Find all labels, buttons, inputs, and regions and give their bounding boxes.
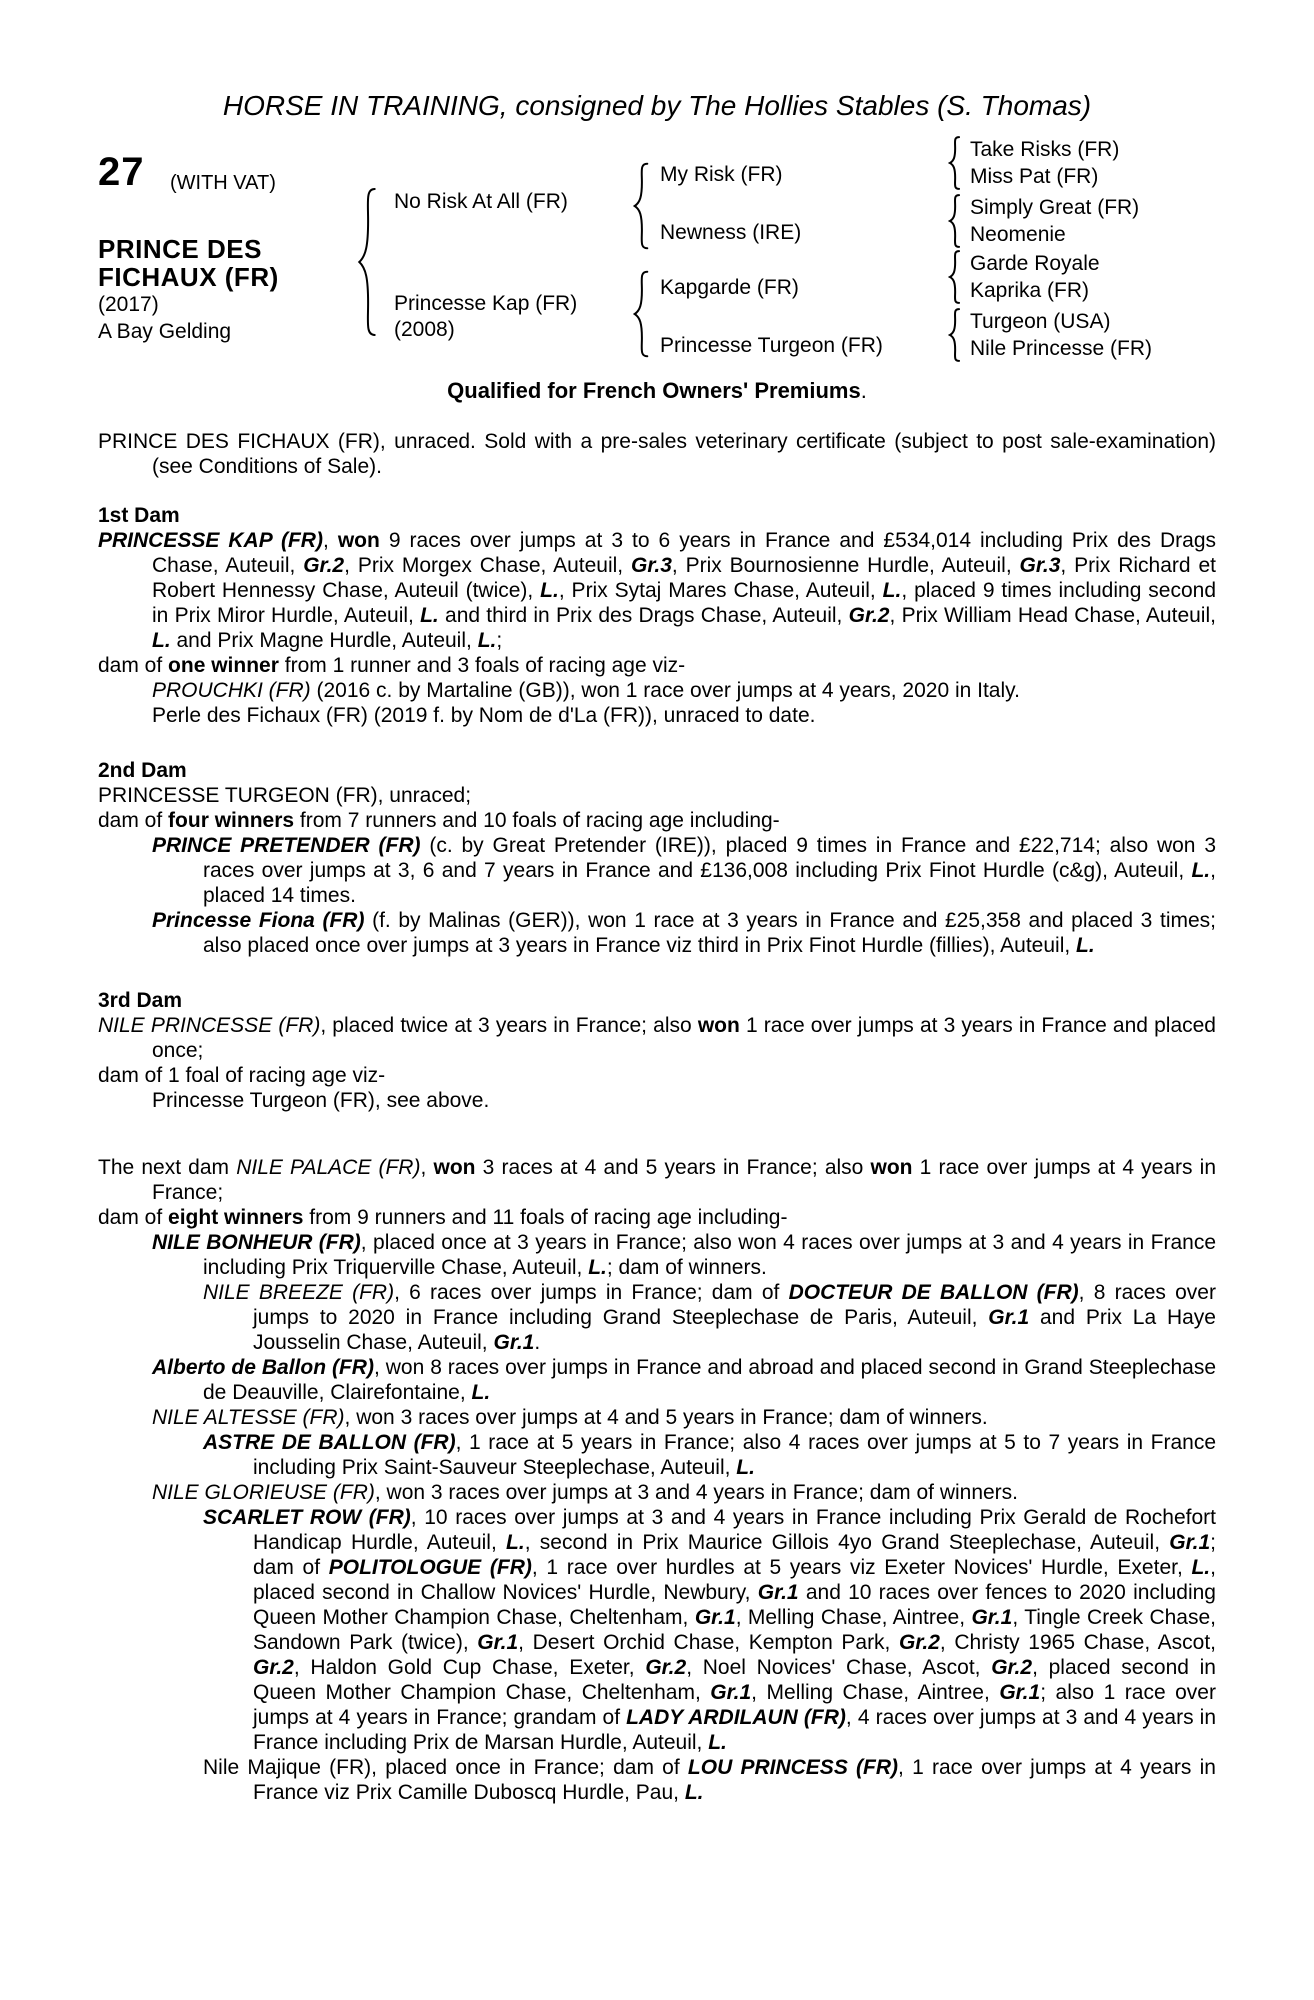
text-segment: Gr.1 <box>710 1681 752 1704</box>
ggp-name: Take Risks (FR) <box>970 138 1120 161</box>
granddam-maternal: Princesse Turgeon (FR) <box>660 334 883 357</box>
text-segment: 1st Dam <box>98 504 180 527</box>
text-segment: L. <box>684 1781 704 1804</box>
produce-princesse-turgeon <box>98 1088 1216 1113</box>
text-segment: dam of <box>98 1206 169 1229</box>
text-segment: ASTRE DE BALLON (FR) <box>203 1431 456 1454</box>
text-segment: , <box>322 529 338 552</box>
ggp-name: Neomenie <box>970 223 1066 246</box>
text-segment: from 9 runners and 11 foals of racing age including- <box>303 1206 788 1229</box>
text-segment: (f. by Malinas (GER)), won 1 race at 3 years in France and £25,358 and placed 3 times; also placed once over jumps at 3 years in France viz third in Prix Finot Hurdle (fillies), Auteuil, <box>203 909 1216 957</box>
text-segment: , placed second in Queen Mother Champion Chase, Cheltenham, <box>253 1656 1216 1704</box>
second-dam-heading <box>98 758 1216 783</box>
text-segment: Gr.1 <box>757 1581 799 1604</box>
text-segment: , 1 race over hurdles at 5 years viz Exeter Novices' Hurdle, Exeter, <box>531 1556 1192 1579</box>
text-segment: DOCTEUR DE BALLON (FR) <box>788 1281 1079 1304</box>
text-segment: , Prix Richard et Robert Hennessy Chase, Auteuil (twice), <box>152 554 1216 602</box>
text-segment: PROUCHKI (FR) <box>152 679 311 702</box>
text-segment: PRINCE DES FICHAUX (FR), unraced. Sold with a pre-sales veterinary certificate (subject to post sale-examination) (see Conditions of Sale). <box>98 430 1216 478</box>
ggp-name: Nile Princesse (FR) <box>970 337 1153 360</box>
text-segment: Perle des Fichaux (FR) (2019 f. by Nom de d'La (FR)), unraced to date. <box>152 704 816 727</box>
text-segment: Gr.1 <box>999 1681 1041 1704</box>
text-segment: , Haldon Gold Cup Chase, Exeter, <box>293 1656 646 1679</box>
text-segment: , Tingle Creek Chase, Sandown Park (twice), <box>253 1606 1216 1654</box>
first-dam-heading <box>98 503 1216 528</box>
text-segment: , second in Prix Maurice Gillois 4yo Grand Steeplechase, Auteuil, <box>524 1531 1170 1554</box>
qualification-note <box>98 378 1216 403</box>
text-segment: 2nd Dam <box>98 759 187 782</box>
text-segment: PRINCESSE TURGEON (FR), unraced; <box>98 784 472 807</box>
pedigree-ggp-brace-icon <box>948 136 961 190</box>
text-segment: 9 races over jumps at 3 to 6 years in France and £534,014 including Prix des Drags Chase, Auteuil, <box>152 529 1217 577</box>
text-segment: Princesse Turgeon (FR), see above. <box>152 1089 490 1112</box>
produce-nile-glorieuse <box>98 1480 1216 1505</box>
text-segment: ; dam of winners. <box>606 1256 767 1279</box>
grandsire-maternal: Kapgarde (FR) <box>660 276 799 299</box>
text-segment: ; <box>496 629 503 652</box>
text-segment: (c. by Great Pretender (IRE)), placed 9 times in France and £22,714; also won 3 races over jumps at 3, 6 and 7 years in France and £136,008 including Prix Finot Hurdle (c&g), Auteuil, <box>203 834 1216 882</box>
text-segment: . <box>534 1331 541 1354</box>
produce-alberto-de-ballon <box>98 1355 1216 1405</box>
text-segment: eight winners <box>168 1206 304 1229</box>
text-segment: L. <box>1191 859 1211 882</box>
first-dam-produce-intro <box>98 653 1216 678</box>
qualification-text: Qualified for French Owners' Premiums <box>447 378 861 403</box>
text-segment: , Desert Orchid Chase, Kempton Park, <box>518 1631 900 1654</box>
text-segment: dam of <box>98 654 169 677</box>
text-segment: , 1 race at 5 years in France; also 4 races over jumps at 5 to 7 years in France including Prix Saint-Sauveur Steeplechase, Auteuil, <box>253 1431 1216 1479</box>
text-segment: and Prix Magne Hurdle, Auteuil, <box>170 629 478 652</box>
text-segment: Alberto de Ballon (FR) <box>152 1356 374 1379</box>
text-segment: , 6 races over jumps in France; dam of <box>394 1281 789 1304</box>
text-segment: ; also 1 race over jumps at 4 years in France; grandam of <box>253 1681 1216 1729</box>
text-segment: 3 races at 4 and 5 years in France; also <box>475 1156 871 1179</box>
text-segment: , placed once at 3 years in France; also won 4 races over jumps at 3 and 4 years in France including Prix Triquerville Chase, Auteuil, <box>203 1231 1216 1279</box>
text-segment: , placed 14 times. <box>203 859 1216 907</box>
text-segment: Gr.2 <box>303 554 345 577</box>
text-segment: dam of 1 foal of racing age viz- <box>98 1064 386 1087</box>
text-segment: L. <box>471 1381 491 1404</box>
text-segment: L. <box>477 629 497 652</box>
text-segment: NILE GLORIEUSE (FR) <box>152 1481 375 1504</box>
text-segment: , won 3 races over jumps at 4 and 5 years in France; dam of winners. <box>344 1406 988 1429</box>
text-segment: NILE PALACE (FR) <box>236 1156 421 1179</box>
text-segment: , <box>420 1156 434 1179</box>
text-segment: , Prix Bournosienne Hurdle, Auteuil, <box>671 554 1020 577</box>
pedigree-ggp-brace-icon <box>948 250 961 304</box>
text-segment: L. <box>1191 1556 1211 1579</box>
produce-nile-bonheur <box>98 1230 1216 1280</box>
text-segment: from 1 runner and 3 foals of racing age viz- <box>278 654 686 677</box>
next-dam-record <box>98 1155 1216 1205</box>
text-segment: Nile Majique (FR), placed once in France; dam of <box>203 1756 688 1779</box>
next-dam-produce-intro <box>98 1205 1216 1230</box>
text-segment: from 7 runners and 10 foals of racing age including- <box>294 809 780 832</box>
granddam-paternal: Newness (IRE) <box>660 221 802 244</box>
produce-astre-de-ballon <box>98 1430 1216 1480</box>
text-segment: 1 race over jumps at 4 years in France; <box>152 1156 1217 1204</box>
text-segment: LOU PRINCESS (FR) <box>687 1756 899 1779</box>
produce-princesse-fiona <box>98 908 1216 958</box>
third-dam-record <box>98 1013 1216 1063</box>
text-segment: Gr.1 <box>971 1606 1013 1629</box>
text-segment: Gr.1 <box>1169 1531 1211 1554</box>
first-dam-record <box>98 528 1216 653</box>
text-segment: Gr.2 <box>848 604 890 627</box>
text-segment: , Prix William Head Chase, Auteuil, <box>889 604 1216 627</box>
text-segment: and Prix La Haye Jousselin Chase, Auteuil, <box>253 1306 1216 1354</box>
text-segment: and third in Prix des Drags Chase, Auteuil, <box>438 604 849 627</box>
lot-vat-note: (WITH VAT) <box>170 172 276 194</box>
text-segment: Gr.1 <box>694 1606 736 1629</box>
text-segment: L. <box>1076 934 1095 957</box>
page-title: HORSE IN TRAINING, consigned by The Hollies Stables (S. Thomas) <box>222 90 1092 121</box>
text-segment: , Prix Sytaj Mares Chase, Auteuil, <box>558 579 883 602</box>
second-dam-produce-intro <box>98 808 1216 833</box>
text-segment: , won 3 races over jumps at 3 and 4 years in France; dam of winners. <box>374 1481 1019 1504</box>
text-segment: Gr.1 <box>988 1306 1030 1329</box>
text-segment: and 10 races over fences to 2020 including Queen Mother Champion Chase, Cheltenham, <box>253 1581 1216 1629</box>
pedigree-text-paragraphs <box>98 429 1216 1805</box>
pedigree-ggp-brace-icon <box>948 194 961 248</box>
grandsire-paternal: My Risk (FR) <box>660 163 783 186</box>
text-segment: , won 8 races over jumps in France and abroad and placed second in Grand Steeplechase de Deauville, Clairefontaine, <box>203 1356 1216 1404</box>
text-segment: Gr.2 <box>253 1656 294 1679</box>
text-segment: NILE BREEZE (FR) <box>203 1281 395 1304</box>
text-segment: ; dam of <box>253 1531 1217 1579</box>
text-segment: L. <box>152 629 171 652</box>
horse-name-line1: PRINCE DES <box>98 234 262 264</box>
dam-name: Princesse Kap (FR) <box>394 292 578 315</box>
text-segment: POLITOLOGUE (FR) <box>328 1556 532 1579</box>
text-segment: NILE ALTESSE (FR) <box>152 1406 345 1429</box>
text-segment: dam of <box>98 809 169 832</box>
text-segment: Gr.3 <box>1019 554 1061 577</box>
text-segment: , 10 races over jumps at 3 and 4 years in France including Prix Gerald de Rochefort Handicap Hurdle, Auteuil, <box>253 1506 1216 1554</box>
text-segment: , 8 races over jumps to 2020 in France including Grand Steeplechase de Paris, Auteuil, <box>253 1281 1216 1329</box>
text-segment: LADY ARDILAUN (FR) <box>626 1706 846 1729</box>
text-segment: , placed twice at 3 years in France; also <box>320 1014 698 1037</box>
ggp-name: Kaprika (FR) <box>970 279 1090 302</box>
text-segment: , placed 9 times including second in Prix Miror Hurdle, Auteuil, <box>152 579 1217 627</box>
text-segment: four winners <box>168 809 295 832</box>
pedigree-dam-brace-icon <box>632 270 650 358</box>
ggp-name: Simply Great (FR) <box>970 196 1140 219</box>
text-segment: L. <box>588 1256 607 1279</box>
text-segment: , Prix Morgex Chase, Auteuil, <box>344 554 632 577</box>
text-segment: L. <box>420 604 439 627</box>
text-segment: , Christy 1965 Chase, Ascot, <box>939 1631 1216 1654</box>
text-segment: won <box>870 1156 913 1179</box>
text-segment: (2016 c. by Martaline (GB)), won 1 race over jumps at 4 years, 2020 in Italy. <box>310 679 1020 702</box>
text-segment: , Melling Chase, Aintree, <box>735 1606 972 1629</box>
second-dam-record <box>98 783 1216 808</box>
horse-year: (2017) <box>98 293 159 316</box>
text-segment: NILE BONHEUR (FR) <box>152 1231 361 1254</box>
text-segment: won <box>433 1156 476 1179</box>
text-segment: NILE PRINCESSE (FR) <box>98 1014 321 1037</box>
produce-perle-des-fichaux <box>98 703 1216 728</box>
text-segment: won <box>337 529 380 552</box>
text-segment: , placed second in Challow Novices' Hurdle, Newbury, <box>253 1556 1216 1604</box>
text-segment: won <box>697 1014 740 1037</box>
text-segment: Gr.2 <box>899 1631 940 1654</box>
text-segment: Gr.1 <box>493 1331 535 1354</box>
produce-nile-breeze <box>98 1280 1216 1355</box>
text-segment: PRINCESSE KAP (FR) <box>98 529 323 552</box>
text-segment: , Melling Chase, Aintree, <box>751 1681 1000 1704</box>
produce-prince-pretender <box>98 833 1216 908</box>
text-segment: SCARLET ROW (FR) <box>203 1506 411 1529</box>
text-segment: Princesse Fiona (FR) <box>152 909 365 932</box>
pedigree-main-brace-icon <box>356 186 378 338</box>
dam-year: (2008) <box>394 318 455 341</box>
produce-nile-majique <box>98 1755 1216 1805</box>
produce-prouchki <box>98 678 1216 703</box>
lot-number: 27 <box>98 150 145 194</box>
pedigree-ggp-brace-icon <box>948 308 961 362</box>
text-segment: L. <box>540 579 559 602</box>
third-dam-heading <box>98 988 1216 1013</box>
intro-paragraph <box>98 429 1216 479</box>
text-segment: Gr.2 <box>645 1656 687 1679</box>
text-segment: Gr.2 <box>991 1656 1033 1679</box>
text-segment: 3rd Dam <box>98 989 183 1012</box>
third-dam-produce-intro <box>98 1063 1216 1088</box>
catalogue-body <box>98 378 1216 1805</box>
text-segment: L. <box>882 579 902 602</box>
ggp-name: Turgeon (USA) <box>970 310 1111 333</box>
horse-name-line2: FICHAUX (FR) <box>98 262 279 292</box>
text-segment: 1 race over jumps at 3 years in France and placed once; <box>152 1014 1216 1062</box>
text-segment: one winner <box>168 654 279 677</box>
produce-nile-altesse <box>98 1405 1216 1430</box>
text-segment: , 4 races over jumps at 3 and 4 years in France including Prix de Marsan Hurdle, Auteuil, <box>253 1706 1217 1754</box>
text-segment: PRINCE PRETENDER (FR) <box>152 834 421 857</box>
text-segment: , 1 race over jumps at 4 years in France viz Prix Camille Duboscq Hurdle, Pau, <box>253 1756 1216 1804</box>
sire-name: No Risk At All (FR) <box>394 190 568 213</box>
ggp-name: Garde Royale <box>970 252 1100 275</box>
text-segment: , Noel Novices' Chase, Ascot, <box>686 1656 992 1679</box>
text-segment: L. <box>708 1731 727 1754</box>
text-segment: Gr.3 <box>631 554 672 577</box>
qualification-period: . <box>860 378 867 403</box>
text-segment: L. <box>506 1531 525 1554</box>
ggp-name: Miss Pat (FR) <box>970 165 1099 188</box>
pedigree-sire-brace-icon <box>632 162 650 250</box>
horse-description: A Bay Gelding <box>98 320 232 343</box>
text-segment: Gr.1 <box>477 1631 519 1654</box>
text-segment: L. <box>736 1456 755 1479</box>
produce-scarlet-row <box>98 1505 1216 1755</box>
text-segment: The next dam <box>98 1156 237 1179</box>
